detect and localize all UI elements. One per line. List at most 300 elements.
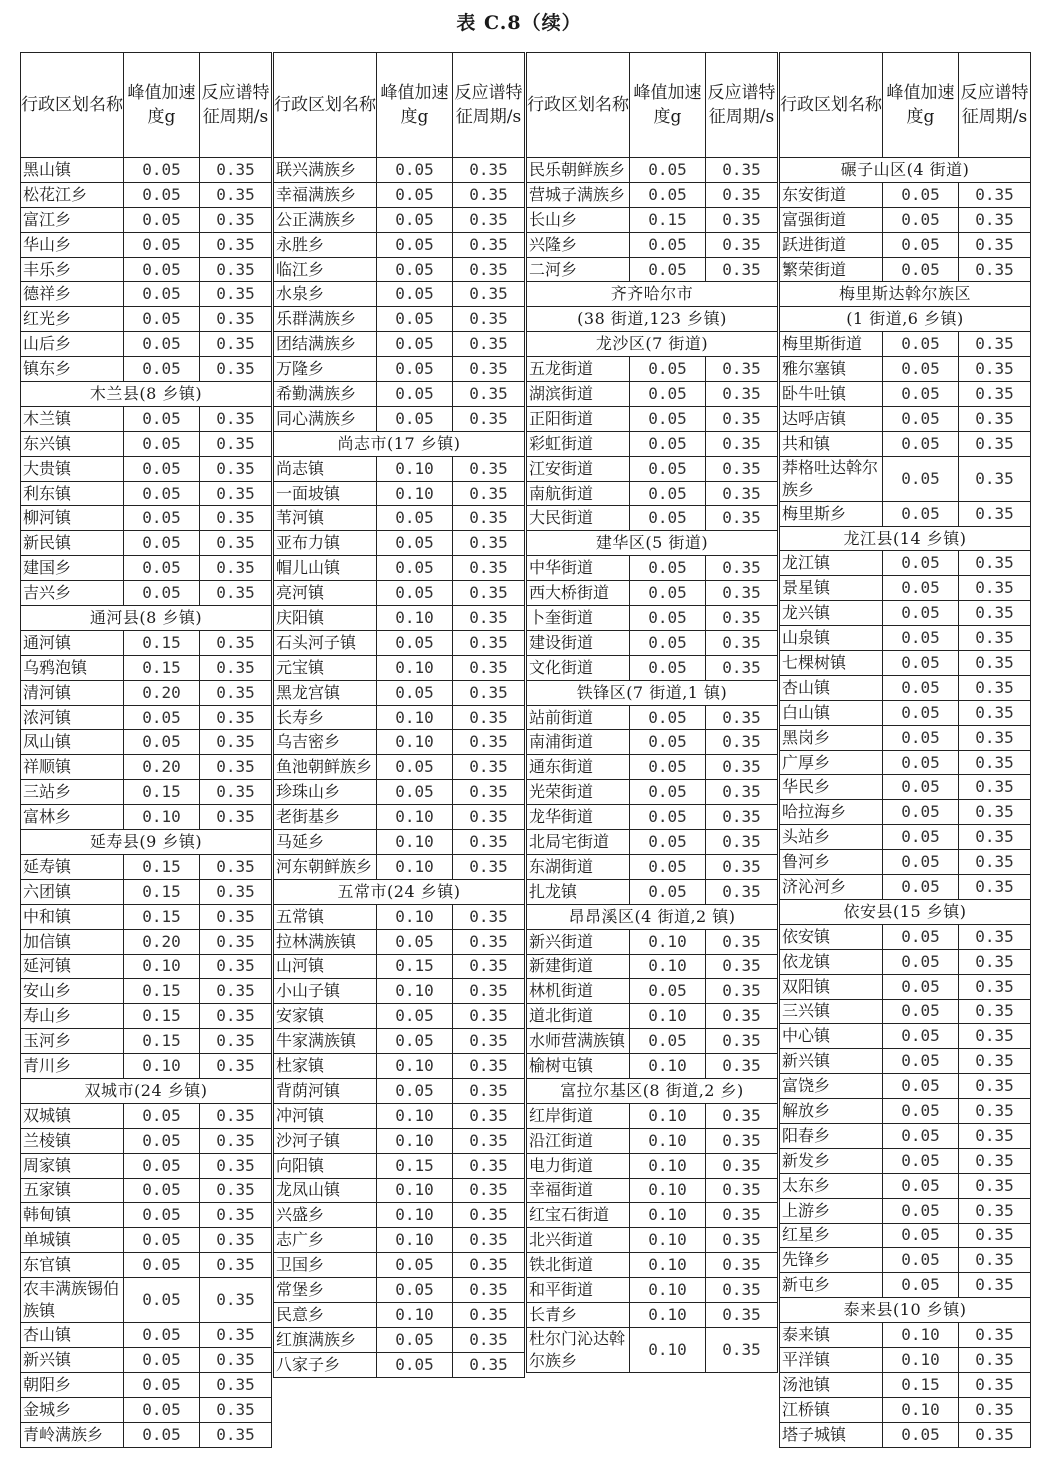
table-row	[274, 382, 525, 407]
division-name: 安山乡	[21, 979, 124, 1004]
table-row	[527, 1054, 778, 1079]
characteristic-period: 0.35	[200, 879, 272, 904]
peak-acceleration: 0.05	[883, 332, 959, 357]
peak-acceleration: 0.10	[124, 954, 200, 979]
characteristic-period: 0.35	[200, 431, 272, 456]
characteristic-period: 0.35	[200, 581, 272, 606]
table-row	[274, 481, 525, 506]
peak-acceleration: 0.10	[377, 1228, 453, 1253]
peak-acceleration: 0.05	[883, 601, 959, 626]
characteristic-period: 0.35	[453, 1004, 525, 1029]
table-row	[780, 800, 1031, 825]
peak-acceleration: 0.10	[377, 830, 453, 855]
table-row	[21, 1397, 272, 1422]
table-row	[274, 805, 525, 830]
table-row	[527, 1178, 778, 1203]
characteristic-period: 0.35	[453, 257, 525, 282]
peak-acceleration: 0.05	[883, 850, 959, 875]
division-name: 雅尔塞镇	[780, 357, 883, 382]
peak-acceleration: 0.10	[377, 904, 453, 929]
table-row	[274, 1228, 525, 1253]
characteristic-period: 0.35	[200, 1029, 272, 1054]
table-row	[780, 974, 1031, 999]
division-name: 临江乡	[274, 257, 377, 282]
table-row	[527, 506, 778, 531]
table-row	[527, 232, 778, 257]
table-row	[21, 1372, 272, 1397]
peak-acceleration: 0.05	[124, 1103, 200, 1128]
division-name: 卫国乡	[274, 1253, 377, 1278]
table-row	[21, 730, 272, 755]
peak-acceleration: 0.10	[377, 805, 453, 830]
table-row	[274, 307, 525, 332]
table-row	[527, 606, 778, 631]
characteristic-period: 0.35	[706, 705, 778, 730]
table-row	[780, 1049, 1031, 1074]
peak-acceleration: 0.05	[883, 1099, 959, 1124]
characteristic-period: 0.35	[453, 1078, 525, 1103]
table-row	[780, 750, 1031, 775]
peak-acceleration: 0.05	[883, 1273, 959, 1298]
header-characteristic-period: 反应谱特征周期/s	[959, 53, 1031, 158]
peak-acceleration: 0.05	[630, 406, 706, 431]
characteristic-period: 0.35	[453, 556, 525, 581]
characteristic-period: 0.35	[706, 1054, 778, 1079]
section-row	[780, 526, 1031, 551]
division-name: 乐群满族乡	[274, 307, 377, 332]
characteristic-period: 0.35	[959, 576, 1031, 601]
table-row	[21, 879, 272, 904]
table-row	[274, 332, 525, 357]
table-row	[21, 1178, 272, 1203]
peak-acceleration: 0.05	[377, 158, 453, 183]
division-name: 兰棱镇	[21, 1128, 124, 1153]
peak-acceleration: 0.05	[883, 456, 959, 501]
division-name: 亚布力镇	[274, 531, 377, 556]
division-name: 共和镇	[780, 431, 883, 456]
peak-acceleration: 0.05	[883, 182, 959, 207]
division-name: 景星镇	[780, 576, 883, 601]
characteristic-period: 0.35	[959, 257, 1031, 282]
peak-acceleration: 0.10	[883, 1347, 959, 1372]
table-row	[21, 182, 272, 207]
table-row	[274, 456, 525, 481]
table-row	[780, 1074, 1031, 1099]
section-row	[780, 307, 1031, 332]
table-row	[527, 655, 778, 680]
division-name: 济沁河乡	[780, 875, 883, 900]
division-name: 兴隆乡	[527, 232, 630, 257]
characteristic-period: 0.35	[706, 630, 778, 655]
division-name: 梅里斯街道	[780, 332, 883, 357]
table-row	[780, 1099, 1031, 1124]
characteristic-period: 0.35	[706, 182, 778, 207]
peak-acceleration: 0.10	[630, 1278, 706, 1303]
peak-acceleration: 0.05	[377, 257, 453, 282]
characteristic-period: 0.35	[453, 680, 525, 705]
peak-acceleration: 0.15	[883, 1372, 959, 1397]
peak-acceleration: 0.05	[124, 1347, 200, 1372]
division-name: 头站乡	[780, 825, 883, 850]
characteristic-period: 0.35	[200, 805, 272, 830]
division-name: 马延乡	[274, 830, 377, 855]
division-name: 东官镇	[21, 1253, 124, 1278]
division-name: 向阳镇	[274, 1153, 377, 1178]
peak-acceleration: 0.05	[883, 576, 959, 601]
table-row	[274, 954, 525, 979]
peak-acceleration: 0.05	[377, 1029, 453, 1054]
peak-acceleration: 0.05	[630, 556, 706, 581]
table-row	[274, 257, 525, 282]
characteristic-period: 0.35	[453, 780, 525, 805]
table-row	[274, 531, 525, 556]
division-name: 乌鸦泡镇	[21, 655, 124, 680]
data-tables	[20, 52, 1030, 1452]
division-name: 长青乡	[527, 1302, 630, 1327]
characteristic-period: 0.35	[706, 481, 778, 506]
division-name: 木兰镇	[21, 406, 124, 431]
peak-acceleration: 0.05	[377, 207, 453, 232]
table-row	[274, 606, 525, 631]
table-row	[527, 1203, 778, 1228]
characteristic-period: 0.35	[706, 1228, 778, 1253]
table-row	[274, 904, 525, 929]
division-name: 富饶乡	[780, 1074, 883, 1099]
characteristic-period: 0.35	[959, 1273, 1031, 1298]
division-name: 塔子城镇	[780, 1422, 883, 1447]
characteristic-period: 0.35	[706, 1178, 778, 1203]
characteristic-period: 0.35	[706, 431, 778, 456]
characteristic-period: 0.35	[200, 780, 272, 805]
peak-acceleration: 0.10	[124, 805, 200, 830]
table-row	[780, 700, 1031, 725]
table-row	[780, 1173, 1031, 1198]
characteristic-period: 0.35	[453, 332, 525, 357]
division-name: 冲河镇	[274, 1103, 377, 1128]
division-name: 华山乡	[21, 232, 124, 257]
table-row	[527, 556, 778, 581]
section-heading: 梅里斯达斡尔族区	[780, 282, 1031, 307]
division-name: 幸福满族乡	[274, 182, 377, 207]
division-name: 加信镇	[21, 929, 124, 954]
peak-acceleration: 0.05	[883, 232, 959, 257]
characteristic-period: 0.35	[959, 700, 1031, 725]
characteristic-period: 0.35	[959, 1024, 1031, 1049]
peak-acceleration: 0.10	[630, 1302, 706, 1327]
peak-acceleration: 0.05	[124, 431, 200, 456]
division-name: 黑山镇	[21, 158, 124, 183]
division-name: 双阳镇	[780, 974, 883, 999]
header-peak-acceleration: 峰值加速度g	[377, 53, 453, 158]
peak-acceleration: 0.10	[377, 481, 453, 506]
peak-acceleration: 0.05	[124, 481, 200, 506]
section-heading: (38 街道,123 乡镇)	[527, 307, 778, 332]
section-row	[527, 1078, 778, 1103]
peak-acceleration: 0.05	[630, 606, 706, 631]
peak-acceleration: 0.05	[124, 406, 200, 431]
section-heading: 昂昂溪区(4 街道,2 镇)	[527, 904, 778, 929]
division-name: 老街基乡	[274, 805, 377, 830]
division-name: 希勤满族乡	[274, 382, 377, 407]
peak-acceleration: 0.05	[377, 506, 453, 531]
division-name: 延寿镇	[21, 854, 124, 879]
table-row	[780, 725, 1031, 750]
peak-acceleration: 0.05	[883, 207, 959, 232]
header-peak-acceleration: 峰值加速度g	[883, 53, 959, 158]
section-heading: 五常市(24 乡镇)	[274, 879, 525, 904]
division-name: 三兴镇	[780, 999, 883, 1024]
peak-acceleration: 0.05	[124, 232, 200, 257]
characteristic-period: 0.35	[706, 456, 778, 481]
table-row	[527, 830, 778, 855]
peak-acceleration: 0.10	[377, 1178, 453, 1203]
division-name: 五龙街道	[527, 357, 630, 382]
table-row	[21, 581, 272, 606]
peak-acceleration: 0.10	[377, 1103, 453, 1128]
peak-acceleration: 0.05	[883, 825, 959, 850]
division-name: 江安街道	[527, 456, 630, 481]
characteristic-period: 0.35	[453, 307, 525, 332]
characteristic-period: 0.35	[706, 979, 778, 1004]
table-row	[21, 954, 272, 979]
characteristic-period: 0.35	[959, 1248, 1031, 1273]
peak-acceleration: 0.05	[124, 1153, 200, 1178]
characteristic-period: 0.35	[200, 357, 272, 382]
characteristic-period: 0.35	[959, 626, 1031, 651]
table-row	[274, 830, 525, 855]
table-row	[527, 854, 778, 879]
division-name: 水泉乡	[274, 282, 377, 307]
table-row	[780, 601, 1031, 626]
division-name: 凤山镇	[21, 730, 124, 755]
table-row	[21, 431, 272, 456]
characteristic-period: 0.35	[200, 655, 272, 680]
table-row	[21, 158, 272, 183]
division-name: 通东街道	[527, 755, 630, 780]
characteristic-period: 0.35	[959, 651, 1031, 676]
division-name: 鲁河乡	[780, 850, 883, 875]
division-name: 金城乡	[21, 1397, 124, 1422]
division-name: 新建街道	[527, 954, 630, 979]
characteristic-period: 0.35	[706, 1302, 778, 1327]
division-name: 新屯乡	[780, 1273, 883, 1298]
division-name: 元宝镇	[274, 655, 377, 680]
division-name: 民乐朝鲜族乡	[527, 158, 630, 183]
table-row	[21, 780, 272, 805]
division-name: 莽格吐达斡尔族乡	[780, 456, 883, 501]
division-name: 上游乡	[780, 1198, 883, 1223]
peak-acceleration: 0.05	[377, 406, 453, 431]
characteristic-period: 0.35	[453, 1203, 525, 1228]
characteristic-period: 0.35	[706, 257, 778, 282]
peak-acceleration: 0.10	[630, 1004, 706, 1029]
peak-acceleration: 0.05	[377, 1352, 453, 1377]
division-name: 志广乡	[274, 1228, 377, 1253]
division-name: 永胜乡	[274, 232, 377, 257]
characteristic-period: 0.35	[706, 879, 778, 904]
table-row	[780, 257, 1031, 282]
table-row	[21, 406, 272, 431]
peak-acceleration: 0.10	[630, 1253, 706, 1278]
table-row	[780, 332, 1031, 357]
peak-acceleration: 0.05	[124, 1323, 200, 1348]
peak-acceleration: 0.10	[883, 1323, 959, 1348]
header-characteristic-period: 反应谱特征周期/s	[453, 53, 525, 158]
division-name: 龙华街道	[527, 805, 630, 830]
characteristic-period: 0.35	[959, 775, 1031, 800]
section-heading: 依安县(15 乡镇)	[780, 899, 1031, 924]
table-row	[274, 1128, 525, 1153]
division-name: 朝阳乡	[21, 1372, 124, 1397]
characteristic-period: 0.35	[200, 705, 272, 730]
peak-acceleration: 0.05	[630, 730, 706, 755]
section-heading: 建华区(5 街道)	[527, 531, 778, 556]
table-row	[527, 581, 778, 606]
peak-acceleration: 0.05	[883, 1223, 959, 1248]
characteristic-period: 0.35	[453, 1327, 525, 1352]
division-name: 红光乡	[21, 307, 124, 332]
peak-acceleration: 0.05	[377, 1327, 453, 1352]
characteristic-period: 0.35	[200, 1203, 272, 1228]
characteristic-period: 0.35	[959, 332, 1031, 357]
characteristic-period: 0.35	[453, 1128, 525, 1153]
table-row	[21, 680, 272, 705]
table-row	[527, 382, 778, 407]
characteristic-period: 0.35	[453, 456, 525, 481]
table-row	[780, 850, 1031, 875]
characteristic-period: 0.35	[453, 232, 525, 257]
division-name: 哈拉海乡	[780, 800, 883, 825]
peak-acceleration: 0.05	[377, 581, 453, 606]
peak-acceleration: 0.10	[630, 1128, 706, 1153]
peak-acceleration: 0.05	[883, 999, 959, 1024]
division-name: 乌吉密乡	[274, 730, 377, 755]
table-row	[527, 730, 778, 755]
peak-acceleration: 0.05	[630, 854, 706, 879]
division-name: 丰乐乡	[21, 257, 124, 282]
header-name: 行政区划名称	[527, 53, 630, 158]
characteristic-period: 0.35	[453, 755, 525, 780]
section-heading: 延寿县(9 乡镇)	[21, 830, 272, 855]
characteristic-period: 0.35	[959, 750, 1031, 775]
table-row	[780, 999, 1031, 1024]
table-row	[21, 357, 272, 382]
characteristic-period: 0.35	[959, 825, 1031, 850]
characteristic-period: 0.35	[706, 954, 778, 979]
table-row	[780, 1198, 1031, 1223]
division-name: 红星乡	[780, 1223, 883, 1248]
characteristic-period: 0.35	[706, 830, 778, 855]
division-name: 龙凤山镇	[274, 1178, 377, 1203]
section-heading: 龙江县(14 乡镇)	[780, 526, 1031, 551]
division-name: 红宝石街道	[527, 1203, 630, 1228]
peak-acceleration: 0.05	[883, 1198, 959, 1223]
peak-acceleration: 0.10	[630, 1153, 706, 1178]
characteristic-period: 0.35	[453, 406, 525, 431]
table-row	[780, 207, 1031, 232]
division-name: 龙江镇	[780, 551, 883, 576]
peak-acceleration: 0.05	[377, 1078, 453, 1103]
table-row	[274, 581, 525, 606]
peak-acceleration: 0.05	[883, 1422, 959, 1447]
table-row	[780, 775, 1031, 800]
division-name: 同心满族乡	[274, 406, 377, 431]
peak-acceleration: 0.10	[377, 854, 453, 879]
division-name: 清河镇	[21, 680, 124, 705]
table-row	[780, 501, 1031, 526]
table-row	[527, 780, 778, 805]
division-name: 背荫河镇	[274, 1078, 377, 1103]
characteristic-period: 0.35	[200, 979, 272, 1004]
table-row	[274, 979, 525, 1004]
characteristic-period: 0.35	[200, 332, 272, 357]
peak-acceleration: 0.10	[630, 929, 706, 954]
characteristic-period: 0.35	[706, 730, 778, 755]
division-name: 帽儿山镇	[274, 556, 377, 581]
characteristic-period: 0.35	[453, 282, 525, 307]
table-row	[527, 929, 778, 954]
table-row	[21, 1253, 272, 1278]
section-row	[527, 282, 778, 307]
characteristic-period: 0.35	[706, 232, 778, 257]
peak-acceleration: 0.05	[883, 800, 959, 825]
peak-acceleration: 0.05	[377, 780, 453, 805]
characteristic-period: 0.35	[706, 854, 778, 879]
table-row	[780, 949, 1031, 974]
table-row	[21, 207, 272, 232]
division-name: 梅里斯乡	[780, 501, 883, 526]
peak-acceleration: 0.05	[883, 700, 959, 725]
section-row	[527, 531, 778, 556]
peak-acceleration: 0.05	[883, 1173, 959, 1198]
characteristic-period: 0.35	[200, 954, 272, 979]
division-name: 双城镇	[21, 1103, 124, 1128]
characteristic-period: 0.35	[706, 581, 778, 606]
characteristic-period: 0.35	[200, 904, 272, 929]
table-row	[274, 1203, 525, 1228]
table-row	[274, 730, 525, 755]
table-row	[780, 1422, 1031, 1447]
division-name: 北局宅街道	[527, 830, 630, 855]
peak-acceleration: 0.05	[883, 357, 959, 382]
peak-acceleration: 0.05	[630, 232, 706, 257]
characteristic-period: 0.35	[200, 1422, 272, 1447]
peak-acceleration: 0.05	[630, 158, 706, 183]
peak-acceleration: 0.15	[124, 1004, 200, 1029]
peak-acceleration: 0.05	[124, 1397, 200, 1422]
characteristic-period: 0.35	[200, 680, 272, 705]
division-name: 石头河子镇	[274, 630, 377, 655]
table-row	[274, 207, 525, 232]
peak-acceleration: 0.10	[630, 954, 706, 979]
division-name: 富林乡	[21, 805, 124, 830]
division-name: 水师营满族镇	[527, 1029, 630, 1054]
peak-acceleration: 0.10	[377, 456, 453, 481]
division-name: 沙河子镇	[274, 1128, 377, 1153]
characteristic-period: 0.35	[959, 406, 1031, 431]
peak-acceleration: 0.05	[883, 1248, 959, 1273]
division-name: 五家镇	[21, 1178, 124, 1203]
characteristic-period: 0.35	[959, 924, 1031, 949]
section-heading: 富拉尔基区(8 街道,2 乡)	[527, 1078, 778, 1103]
division-name: 杏山镇	[21, 1323, 124, 1348]
section-row	[527, 904, 778, 929]
peak-acceleration: 0.15	[630, 207, 706, 232]
peak-acceleration: 0.05	[883, 1123, 959, 1148]
division-name: 和平街道	[527, 1278, 630, 1303]
division-name: 七棵树镇	[780, 651, 883, 676]
peak-acceleration: 0.05	[124, 1278, 200, 1323]
